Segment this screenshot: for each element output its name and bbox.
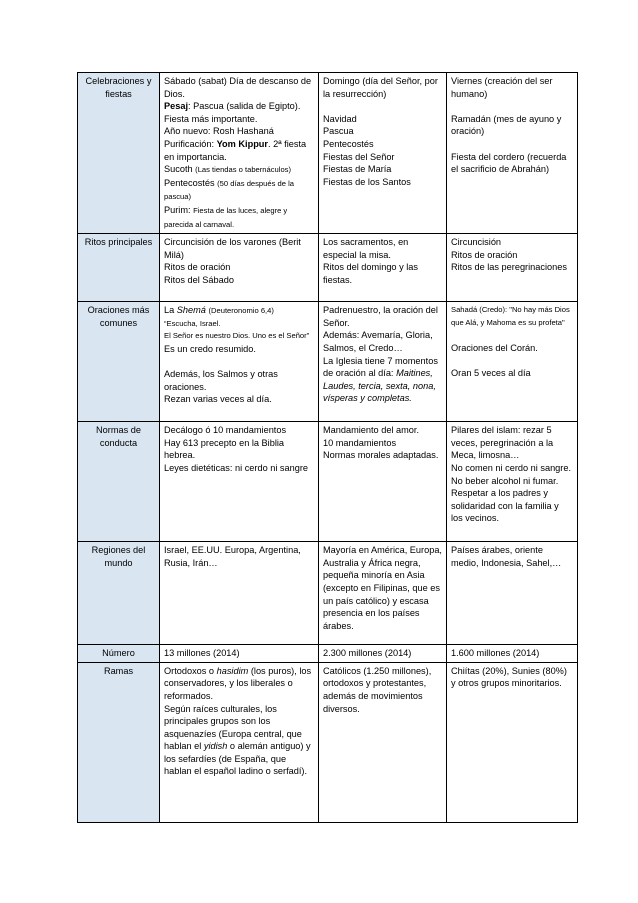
table-row <box>78 422 578 542</box>
cell-judaismo: 13 millones (2014) <box>160 645 319 663</box>
cell-judaismo: Circuncisión de los varones (Berit Milá) Ritos de oración Ritos del Sábado <box>160 234 319 302</box>
cell-judaismo: Sábado (sabat) Día de descanso de Dios. Pesaj: Pascua (salida de Egipto). Fiesta más importante. Año nuevo: Rosh Hashaná Purificación: Yom Kippur. 2ª fiesta en importancia. Sucoth (Las tiendas o tabernáculos) Pentecostés (50 días después de la pascua) Purim: Fiesta de las luces, alegre y parecida al carnaval. <box>160 73 319 234</box>
table-row <box>78 542 578 645</box>
row-header: Regiones del mundo <box>78 542 160 645</box>
cell-cristianismo: Los sacramentos, en especial la misa. Ritos del domingo y las fiestas. <box>319 234 447 302</box>
table-row <box>78 234 578 302</box>
cell-cristianismo: Domingo (día del Señor, por la resurrección) Navidad Pascua Pentecostés Fiestas del Señor Fiestas de María Fiestas de los Santos <box>319 73 447 234</box>
row-header: Ramas <box>78 662 160 822</box>
cell-islam: Sahadá (Credo): "No hay más Dios que Alá, y Mahoma es su profeta" Oraciones del Corán. Oran 5 veces al día <box>447 302 578 422</box>
table-row <box>78 302 578 422</box>
table-row <box>78 645 578 663</box>
cell-cristianismo: Padrenuestro, la oración del Señor. Además: Avemaría, Gloria, Salmos, el Credo… La Iglesia tiene 7 momentos de oración al día: Maitines, Laudes, tercia, sexta, nona, vísperas y completas. <box>319 302 447 422</box>
table-row <box>78 662 578 822</box>
cell-islam: Países árabes, oriente medio, Indonesia, Sahel,… <box>447 542 578 645</box>
cell-judaismo: La Shemá (Deuteronomio 6,4) “Escucha, Israel. El Señor es nuestro Dios. Uno es el Señor” Es un credo resumido. Además, los Salmos y otras oraciones. Rezan varias veces al día. <box>160 302 319 422</box>
cell-islam: Viernes (creación del ser humano) Ramadán (mes de ayuno y oración) Fiesta del cordero (recuerda el sacrificio de Abrahán) <box>447 73 578 234</box>
cell-judaismo: Israel, EE.UU. Europa, Argentina, Rusia, Irán… <box>160 542 319 645</box>
cell-cristianismo: Mayoría en América, Europa, Australia y África negra, pequeña minoría en Asia (excepto en Filipinas, que es un país católico) y escasa presencia en los países árabes. <box>319 542 447 645</box>
row-header: Oraciones más comunes <box>78 302 160 422</box>
cell-cristianismo: 2.300 millones (2014) <box>319 645 447 663</box>
row-header: Número <box>78 645 160 663</box>
cell-islam: Chiítas (20%), Sunies (80%) y otros grupos minoritarios. <box>447 662 578 822</box>
cell-cristianismo: Católicos (1.250 millones), ortodoxos y protestantes, además de movimientos diversos. <box>319 662 447 822</box>
cell-judaismo: Decálogo ó 10 mandamientos Hay 613 precepto en la Biblia hebrea. Leyes dietéticas: ni cerdo ni sangre <box>160 422 319 542</box>
cell-islam: Circuncisión Ritos de oración Ritos de las peregrinaciones <box>447 234 578 302</box>
row-header: Celebraciones y fiestas <box>78 73 160 234</box>
cell-islam: Pilares del islam: rezar 5 veces, peregrinación a la Meca, limosna… No comen ni cerdo ni sangre. No beber alcohol ni fumar. Respetar a los padres y solidaridad con la familia y los vecinos. <box>447 422 578 542</box>
religions-comparison-table <box>77 72 578 823</box>
cell-islam: 1.600 millones (2014) <box>447 645 578 663</box>
cell-cristianismo: Mandamiento del amor. 10 mandamientos Normas morales adaptadas. <box>319 422 447 542</box>
row-header: Ritos principales <box>78 234 160 302</box>
cell-judaismo: Ortodoxos o hasidim (los puros), los conservadores, y los liberales o reformados. Según raíces culturales, los principales grupos son los asquenazíes (Europa central, que hablan el yidish o alemán antiguo) y los sefardíes (de España, que hablan el español ladino o serfadí). <box>160 662 319 822</box>
table-row <box>78 73 578 234</box>
row-header: Normas de conducta <box>78 422 160 542</box>
